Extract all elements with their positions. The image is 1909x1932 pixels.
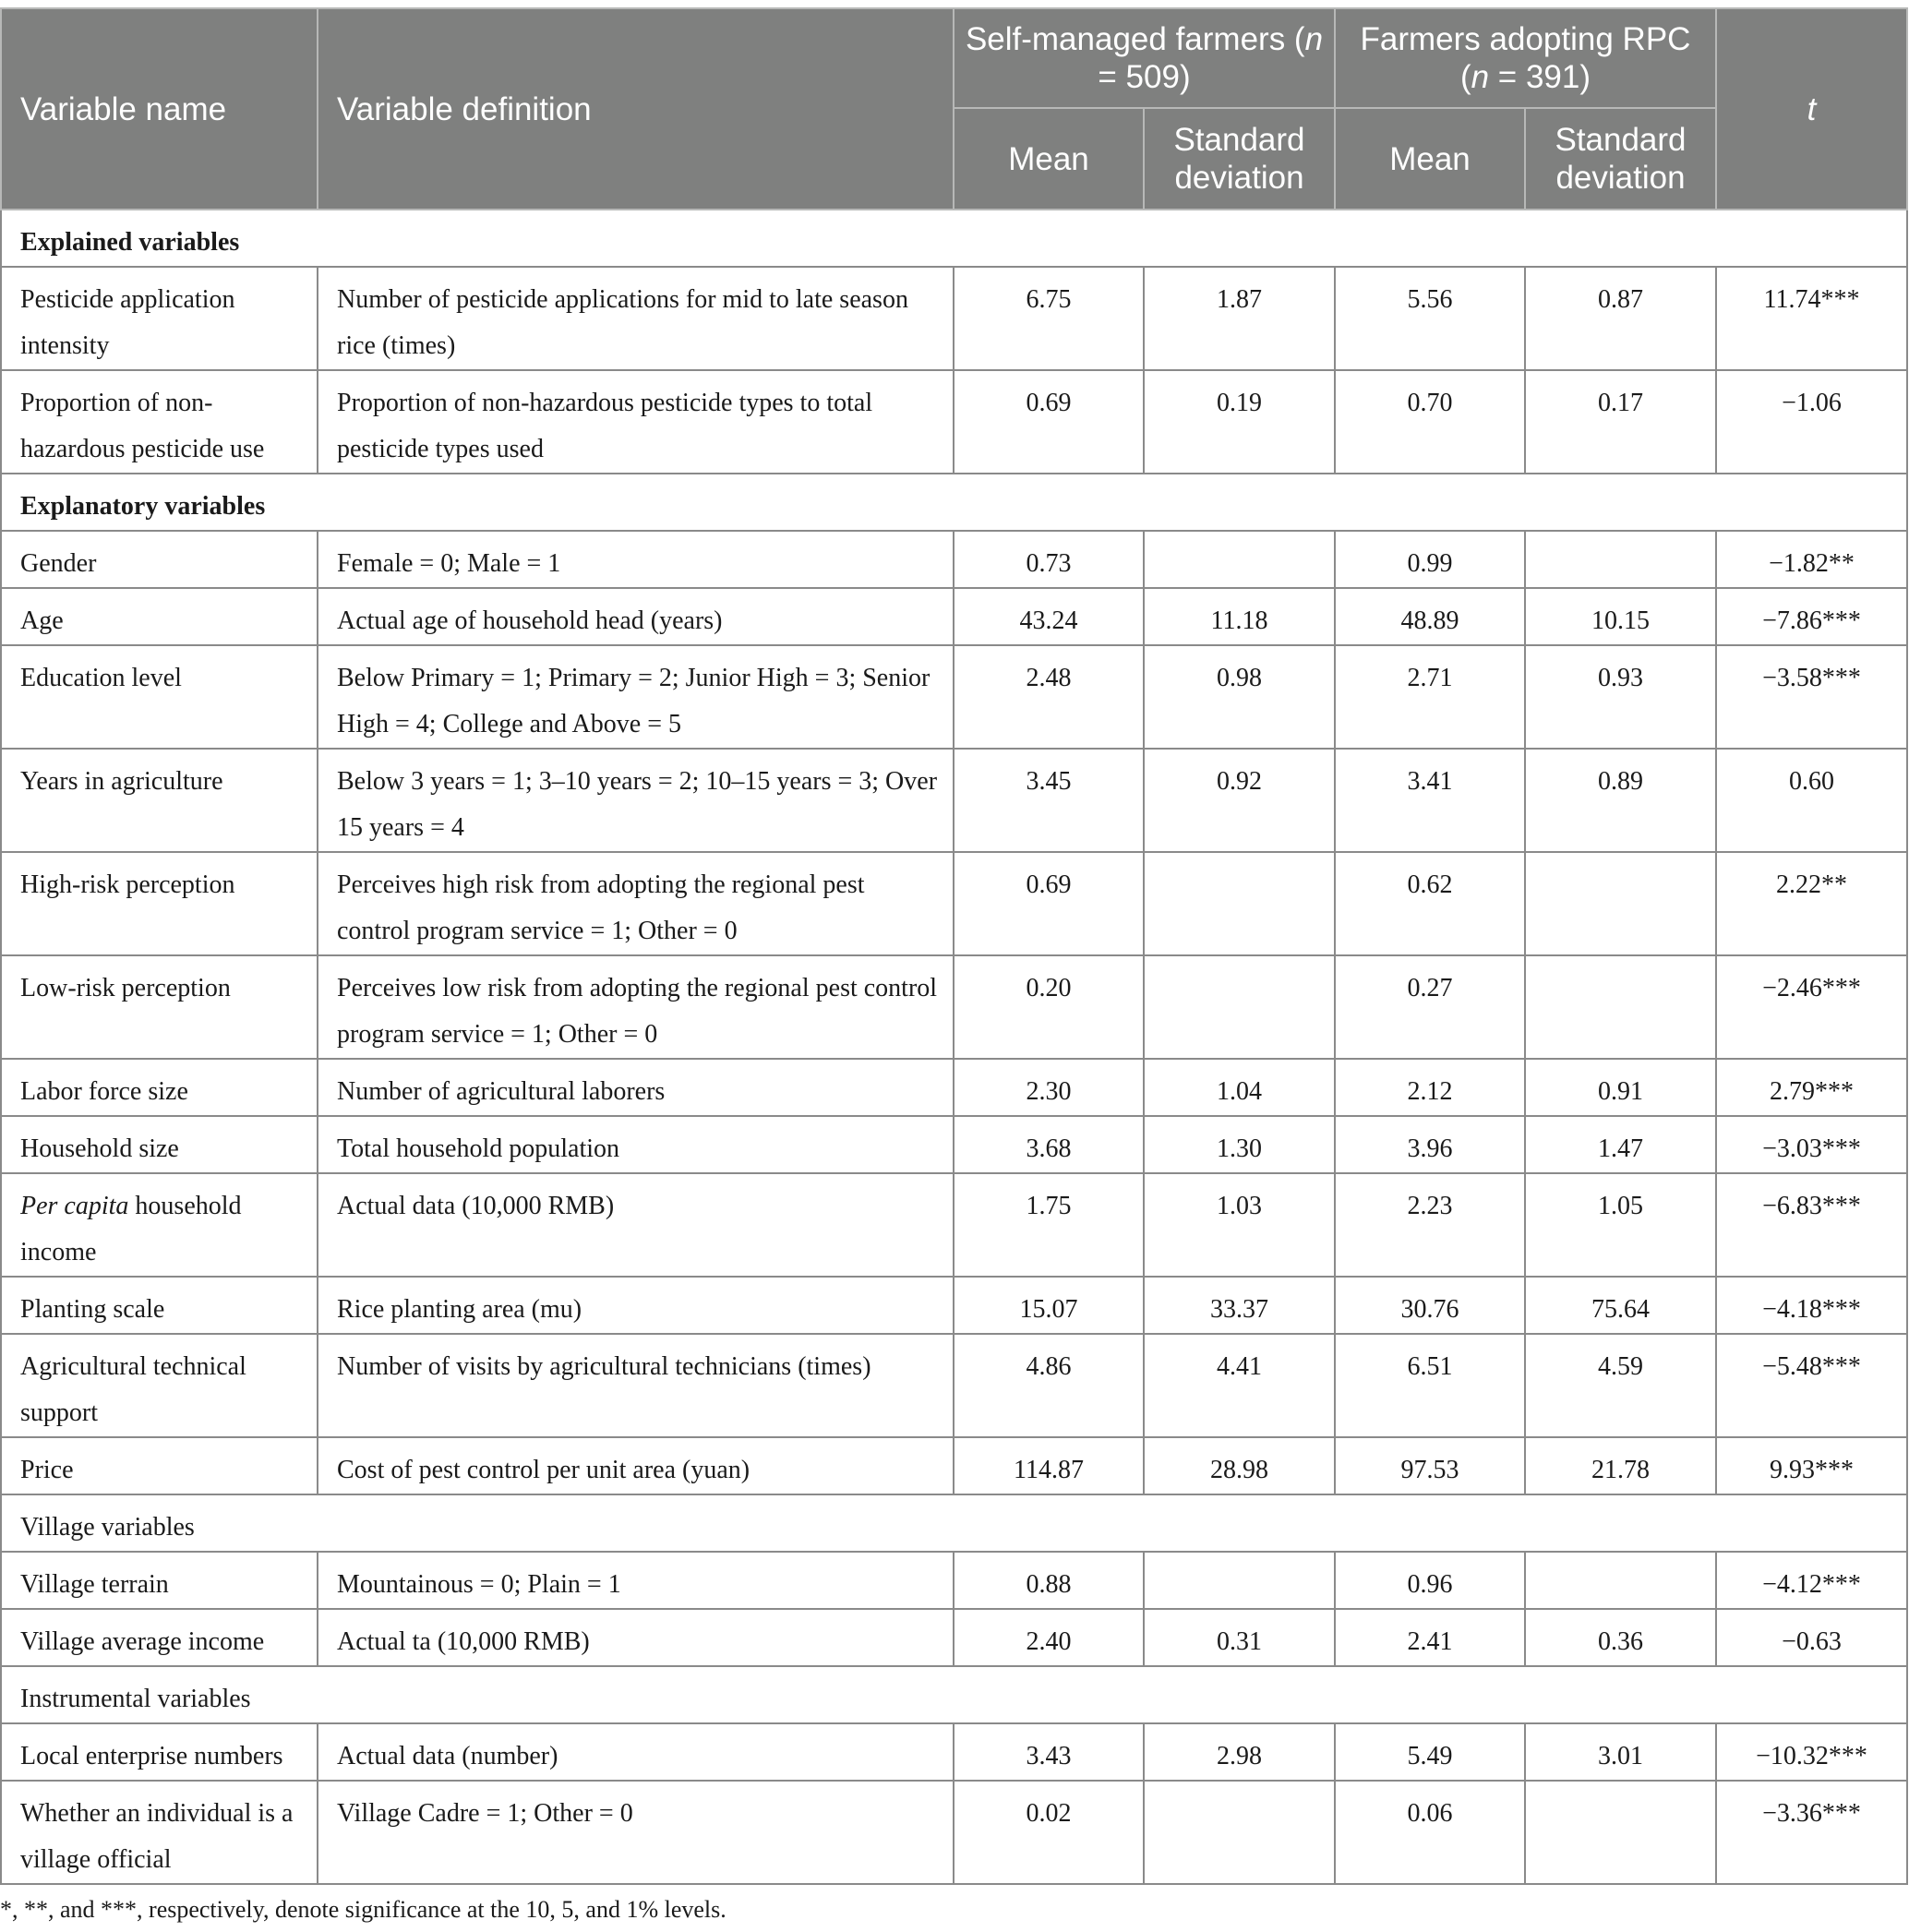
table-row bbox=[1, 531, 1907, 588]
mean-self: 2.30 bbox=[954, 1059, 1144, 1116]
mean-self: 3.43 bbox=[954, 1723, 1144, 1781]
sd-self: 4.41 bbox=[1144, 1334, 1335, 1437]
variable-name: Village terrain bbox=[1, 1552, 318, 1609]
sd-rpc bbox=[1525, 852, 1716, 955]
variable-definition: Number of agricultural laborers bbox=[318, 1059, 954, 1116]
table-row bbox=[1, 852, 1907, 955]
table-row bbox=[1, 1781, 1907, 1884]
t-value: −7.86*** bbox=[1716, 588, 1907, 645]
mean-rpc: 3.96 bbox=[1335, 1116, 1525, 1173]
variable-name: Agricultural technical support bbox=[1, 1334, 318, 1437]
mean-self: 4.86 bbox=[954, 1334, 1144, 1437]
sd-self bbox=[1144, 955, 1335, 1059]
sd-rpc bbox=[1525, 1781, 1716, 1884]
variable-name: Pesticide application intensity bbox=[1, 267, 318, 370]
mean-self: 0.73 bbox=[954, 531, 1144, 588]
section-row-instrumental bbox=[1, 1666, 1907, 1723]
variable-name: Household size bbox=[1, 1116, 318, 1173]
sd-rpc: 0.93 bbox=[1525, 645, 1716, 749]
t-value: 2.79*** bbox=[1716, 1059, 1907, 1116]
section-label: Instrumental variables bbox=[1, 1666, 1907, 1723]
table-row bbox=[1, 749, 1907, 852]
variable-name bbox=[1, 1173, 318, 1277]
mean-rpc: 0.99 bbox=[1335, 531, 1525, 588]
table-row bbox=[1, 1723, 1907, 1781]
variable-definition: Actual age of household head (years) bbox=[318, 588, 954, 645]
mean-rpc: 2.71 bbox=[1335, 645, 1525, 749]
t-value: −3.36*** bbox=[1716, 1781, 1907, 1884]
variable-definition: Perceives low risk from adopting the regional pest control program service = 1; Other = 0 bbox=[318, 955, 954, 1059]
variable-definition: Female = 0; Male = 1 bbox=[318, 531, 954, 588]
sd-rpc: 0.17 bbox=[1525, 370, 1716, 474]
header-rpc-n-symbol: n bbox=[1471, 59, 1490, 95]
sd-rpc: 10.15 bbox=[1525, 588, 1716, 645]
header-rpc-group bbox=[1335, 8, 1716, 108]
mean-self: 0.69 bbox=[954, 370, 1144, 474]
sd-self: 0.98 bbox=[1144, 645, 1335, 749]
table-row bbox=[1, 1334, 1907, 1437]
mean-rpc: 5.56 bbox=[1335, 267, 1525, 370]
mean-rpc: 30.76 bbox=[1335, 1277, 1525, 1334]
mean-self: 43.24 bbox=[954, 588, 1144, 645]
variable-name: Planting scale bbox=[1, 1277, 318, 1334]
table-row bbox=[1, 1552, 1907, 1609]
table-row bbox=[1, 267, 1907, 370]
variable-name: Gender bbox=[1, 531, 318, 588]
mean-rpc: 0.96 bbox=[1335, 1552, 1525, 1609]
section-label: Village variables bbox=[1, 1494, 1907, 1552]
variable-name: Age bbox=[1, 588, 318, 645]
sd-self: 1.30 bbox=[1144, 1116, 1335, 1173]
t-value: −2.46*** bbox=[1716, 955, 1907, 1059]
section-label: Explained variables bbox=[1, 210, 1907, 267]
t-value: −4.18*** bbox=[1716, 1277, 1907, 1334]
mean-rpc: 0.06 bbox=[1335, 1781, 1525, 1884]
table-row bbox=[1, 588, 1907, 645]
table-row bbox=[1, 1116, 1907, 1173]
header-self-managed-title: Self-managed farmers ( bbox=[965, 21, 1305, 57]
t-value: −10.32*** bbox=[1716, 1723, 1907, 1781]
sd-rpc: 1.05 bbox=[1525, 1173, 1716, 1277]
variable-name: Local enterprise numbers bbox=[1, 1723, 318, 1781]
header-self-managed-n-symbol: n bbox=[1304, 21, 1324, 57]
sd-self: 0.31 bbox=[1144, 1609, 1335, 1666]
header-mean-rpc: Mean bbox=[1335, 108, 1525, 210]
mean-self: 0.20 bbox=[954, 955, 1144, 1059]
mean-rpc: 48.89 bbox=[1335, 588, 1525, 645]
sd-rpc: 0.87 bbox=[1525, 267, 1716, 370]
mean-rpc: 0.62 bbox=[1335, 852, 1525, 955]
mean-self: 15.07 bbox=[954, 1277, 1144, 1334]
variable-definition: Cost of pest control per unit area (yuan) bbox=[318, 1437, 954, 1494]
mean-rpc: 0.27 bbox=[1335, 955, 1525, 1059]
variable-name-rest: household income bbox=[20, 1192, 242, 1266]
header-rpc-n: = 391) bbox=[1489, 59, 1591, 95]
table-container bbox=[0, 7, 1909, 1924]
sd-rpc bbox=[1525, 531, 1716, 588]
sd-self: 2.98 bbox=[1144, 1723, 1335, 1781]
t-value: −0.63 bbox=[1716, 1609, 1907, 1666]
mean-rpc: 5.49 bbox=[1335, 1723, 1525, 1781]
header-sd-rpc: Standard deviation bbox=[1525, 108, 1716, 210]
mean-rpc: 2.23 bbox=[1335, 1173, 1525, 1277]
sd-rpc bbox=[1525, 955, 1716, 1059]
sd-self: 0.92 bbox=[1144, 749, 1335, 852]
variable-name: Education level bbox=[1, 645, 318, 749]
table-body bbox=[1, 210, 1907, 1884]
variable-name: High-risk perception bbox=[1, 852, 318, 955]
t-value: −4.12*** bbox=[1716, 1552, 1907, 1609]
header-sd-self: Standard deviation bbox=[1144, 108, 1335, 210]
t-value: −1.06 bbox=[1716, 370, 1907, 474]
table-row bbox=[1, 645, 1907, 749]
mean-self: 2.40 bbox=[954, 1609, 1144, 1666]
mean-rpc: 2.41 bbox=[1335, 1609, 1525, 1666]
t-value: −6.83*** bbox=[1716, 1173, 1907, 1277]
t-value: 2.22** bbox=[1716, 852, 1907, 955]
header-variable-definition: Variable definition bbox=[318, 8, 954, 210]
sd-rpc: 75.64 bbox=[1525, 1277, 1716, 1334]
header-variable-name: Variable name bbox=[1, 8, 318, 210]
header-self-managed-group bbox=[954, 8, 1335, 108]
variable-definition: Proportion of non-hazardous pesticide types to total pesticide types used bbox=[318, 370, 954, 474]
sd-self bbox=[1144, 1781, 1335, 1884]
mean-self: 1.75 bbox=[954, 1173, 1144, 1277]
table-row bbox=[1, 1173, 1907, 1277]
variable-definition: Rice planting area (mu) bbox=[318, 1277, 954, 1334]
table-row bbox=[1, 955, 1907, 1059]
sd-rpc: 21.78 bbox=[1525, 1437, 1716, 1494]
t-value: −3.03*** bbox=[1716, 1116, 1907, 1173]
sd-self: 33.37 bbox=[1144, 1277, 1335, 1334]
table-header bbox=[1, 8, 1907, 210]
section-row-explanatory bbox=[1, 474, 1907, 531]
header-self-managed-n: = 509) bbox=[1098, 59, 1191, 95]
t-value: −5.48*** bbox=[1716, 1334, 1907, 1437]
mean-self: 114.87 bbox=[954, 1437, 1144, 1494]
section-row-explained bbox=[1, 210, 1907, 267]
section-row-village bbox=[1, 1494, 1907, 1552]
header-t-statistic bbox=[1716, 8, 1907, 210]
variable-definition: Below 3 years = 1; 3–10 years = 2; 10–15 years = 3; Over 15 years = 4 bbox=[318, 749, 954, 852]
sd-self bbox=[1144, 852, 1335, 955]
sd-rpc: 4.59 bbox=[1525, 1334, 1716, 1437]
mean-rpc: 3.41 bbox=[1335, 749, 1525, 852]
sd-rpc: 0.36 bbox=[1525, 1609, 1716, 1666]
mean-self: 3.45 bbox=[954, 749, 1144, 852]
descriptive-statistics-table bbox=[0, 7, 1908, 1885]
variable-definition: Number of pesticide applications for mid to late season rice (times) bbox=[318, 267, 954, 370]
sd-rpc: 1.47 bbox=[1525, 1116, 1716, 1173]
sd-rpc: 0.91 bbox=[1525, 1059, 1716, 1116]
variable-name: Whether an individual is a village official bbox=[1, 1781, 318, 1884]
table-row bbox=[1, 370, 1907, 474]
mean-self: 6.75 bbox=[954, 267, 1144, 370]
sd-rpc bbox=[1525, 1552, 1716, 1609]
mean-rpc: 0.70 bbox=[1335, 370, 1525, 474]
table-row bbox=[1, 1277, 1907, 1334]
variable-definition: Actual data (number) bbox=[318, 1723, 954, 1781]
section-label: Explanatory variables bbox=[1, 474, 1907, 531]
t-value: 0.60 bbox=[1716, 749, 1907, 852]
mean-rpc: 2.12 bbox=[1335, 1059, 1525, 1116]
sd-self: 1.87 bbox=[1144, 267, 1335, 370]
sd-rpc: 3.01 bbox=[1525, 1723, 1716, 1781]
table-row bbox=[1, 1609, 1907, 1666]
t-value: −3.58*** bbox=[1716, 645, 1907, 749]
variable-definition: Village Cadre = 1; Other = 0 bbox=[318, 1781, 954, 1884]
variable-name: Village average income bbox=[1, 1609, 318, 1666]
mean-self: 2.48 bbox=[954, 645, 1144, 749]
sd-self: 1.04 bbox=[1144, 1059, 1335, 1116]
t-value: 9.93*** bbox=[1716, 1437, 1907, 1494]
mean-self: 3.68 bbox=[954, 1116, 1144, 1173]
t-value: −1.82** bbox=[1716, 531, 1907, 588]
header-mean-self: Mean bbox=[954, 108, 1144, 210]
variable-definition: Actual ta (10,000 RMB) bbox=[318, 1609, 954, 1666]
variable-name: Years in agriculture bbox=[1, 749, 318, 852]
sd-self: 0.19 bbox=[1144, 370, 1335, 474]
mean-self: 0.02 bbox=[954, 1781, 1144, 1884]
variable-definition: Mountainous = 0; Plain = 1 bbox=[318, 1552, 954, 1609]
variable-name: Price bbox=[1, 1437, 318, 1494]
variable-definition: Total household population bbox=[318, 1116, 954, 1173]
mean-self: 0.88 bbox=[954, 1552, 1144, 1609]
variable-definition: Actual data (10,000 RMB) bbox=[318, 1173, 954, 1277]
mean-rpc: 6.51 bbox=[1335, 1334, 1525, 1437]
variable-name: Labor force size bbox=[1, 1059, 318, 1116]
variable-definition: Number of visits by agricultural technicians (times) bbox=[318, 1334, 954, 1437]
variable-definition: Below Primary = 1; Primary = 2; Junior High = 3; Senior High = 4; College and Above = 5 bbox=[318, 645, 954, 749]
sd-self: 11.18 bbox=[1144, 588, 1335, 645]
variable-name-italic: Per capita bbox=[20, 1192, 129, 1220]
sd-rpc: 0.89 bbox=[1525, 749, 1716, 852]
table-row bbox=[1, 1437, 1907, 1494]
variable-name: Low-risk perception bbox=[1, 955, 318, 1059]
variable-definition: Perceives high risk from adopting the regional pest control program service = 1; Other = 0 bbox=[318, 852, 954, 955]
header-rpc-title: Farmers adopting RPC ( bbox=[1360, 21, 1691, 95]
header-t-label: t bbox=[1807, 90, 1817, 127]
sd-self bbox=[1144, 531, 1335, 588]
variable-name: Proportion of non-hazardous pesticide use bbox=[1, 370, 318, 474]
mean-rpc: 97.53 bbox=[1335, 1437, 1525, 1494]
sd-self bbox=[1144, 1552, 1335, 1609]
sd-self: 28.98 bbox=[1144, 1437, 1335, 1494]
sd-self: 1.03 bbox=[1144, 1173, 1335, 1277]
table-row bbox=[1, 1059, 1907, 1116]
mean-self: 0.69 bbox=[954, 852, 1144, 955]
table-footnote: *, **, and ***, respectively, denote significance at the 10, 5, and 1% levels. bbox=[0, 1896, 726, 1923]
t-value: 11.74*** bbox=[1716, 267, 1907, 370]
